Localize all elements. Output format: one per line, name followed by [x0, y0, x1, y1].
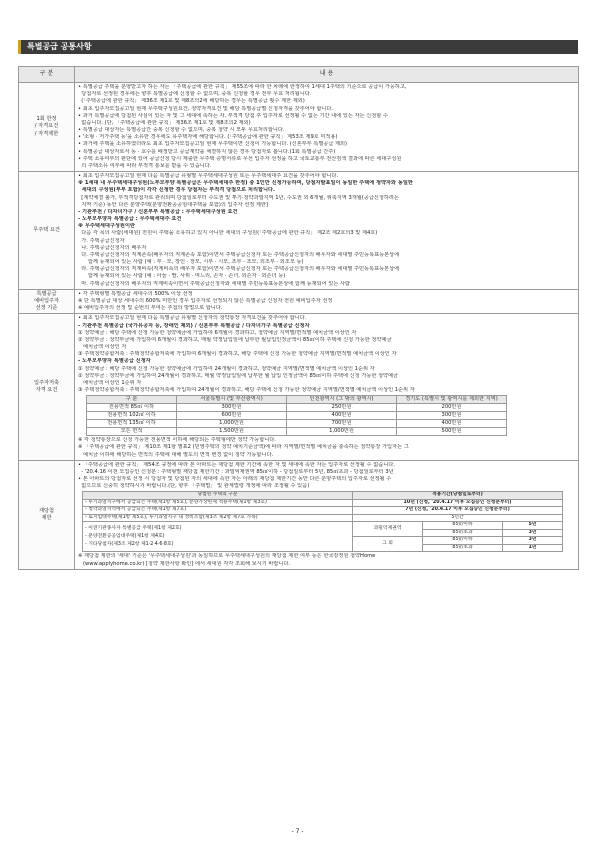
text-line: • 특별공급 대상자로서 동 · 호수를 배정받고 공급계약을 체결하지 않은 경우 당첨자로 봅니다.(1회 특별공급 간주): [78, 148, 336, 155]
category-cell: [19, 83, 75, 172]
reselection-years: 1년: [503, 544, 563, 552]
text-line: 라. 주택공급신청자의 직계비속(직계비속의 배우자 포함)이면서 주택공급신청자 또는 주택공급신청자의 배우자와 세대별 주민등록표등본상에: [78, 266, 400, 273]
text-line: ※ 1세대 내 무주택세대구성원(노부모부양 특별공급은 무주택세대주 한정) 중 1인만 신청가능하며, 당첨자발표일이 동일한 주택에 청약자와 동일한: [78, 180, 413, 187]
text-line: 의 주택소유 여부에 따라 부적격 통보를 받을 수 있습니다.: [78, 162, 212, 169]
reselection-region: 과밀억제권역: [353, 522, 423, 537]
text-line: 없습니다. (단, 「주택공급에 관한 규칙」 제36조 제1호 및 제8조의2 제외): [78, 119, 251, 126]
reselection-years: 3년: [503, 529, 563, 537]
text-line: ※ 무주택세대구성원이란: [78, 223, 135, 230]
reselection-region: 그 외: [353, 537, 423, 552]
reselection-table: [82, 491, 563, 552]
content-cell: [75, 289, 579, 314]
reselection-period: 5년간: [353, 514, 563, 522]
header-category: 구 분: [19, 67, 75, 83]
text-line: ※ 「주택공급에 관한 규칙」 제10조 제1항 별표2 (민영주택의 청약 예치기준금액)에 따라 지역별/면적별 예치금을 충족하는 청약통장 가입자는 그: [78, 444, 409, 451]
deposit-row: [87, 420, 507, 428]
text-line: • 과거 특별공급에 당첨된 사실이 있는 자 및 그 세대에 속하는 자, 부적격 당첨 후 입주자로 선정될 수 없는 기간 내에 있는 자는 신청할 수: [78, 112, 388, 119]
category-label: 재당첨 제한: [38, 507, 55, 521]
text-line: 함께 등재되어 있는 사람 (예 : 아들 · 딸, 사위 · 며느리, 손자 · 손녀, 외손자 · 외손녀 등): [78, 273, 286, 280]
header-content: 내 용: [75, 67, 579, 83]
reselection-group-item: - 분양전환공공임대주택(제1항 제4호): [85, 533, 165, 539]
deposit-cell: 400만원: [397, 420, 507, 428]
reselection-notes: [78, 553, 575, 567]
row-no-house: [19, 172, 579, 290]
reselection-rules: [78, 462, 575, 491]
text-line: - 기관추천 특별공급 (국가유공자 등, 장애인 제외) / 신혼부부 특별공급 / 다자녀가구 특별공급 신청자: [78, 322, 310, 329]
text-line: • 최초 입주자모집공고일 현재 다음 특별공급 유형별 무주택세대구성원 또는 무주택세대주 요건을 갖추어야 합니다.: [78, 173, 339, 180]
deposit-cell: 전용면적 102㎡ 이하: [87, 412, 177, 420]
deposit-cell: 250만원: [287, 404, 397, 412]
text-line: 세대의 구성원(부부 포함)이 각각 신청한 경우 당첨자는 부적격 당첨으로 처리합니다.: [78, 187, 275, 194]
reselection-row: [83, 522, 563, 530]
text-line: [계약체결 불가, 부적격당첨자로 관리되며 당첨일로부터 수도권 및 투기·청약과열지역 1년, 수도권 외 6개월, 위축지역 3개월(공급신청하려는: [78, 194, 399, 201]
deposit-table: [86, 395, 507, 436]
deposit-cell: 200만원: [397, 404, 507, 412]
deposit-header: 경기도 (특별시 및 광역시를 제외한 지역): [397, 396, 507, 404]
reselection-type: - 투기과열지구에서 공급되는 주택(제1항 제5호), 분양가상한제 적용주택(제1항 제3호): [83, 499, 353, 507]
text-line: 나. 주택공급신청자의 배우자: [78, 244, 147, 251]
reselection-size: 85㎡초과: [423, 544, 503, 552]
text-line: 다. 주택공급신청자의 직계존속(배우자의 직계존속 포함)이면서 주택공급신청자 또는 주택공급신청자의 배우자와 세대별 주민등록표등본상에: [78, 251, 400, 258]
reselection-size: 85㎡이하: [423, 537, 503, 545]
text-line: • 각 주택형별 특별공급 세대수의 500% 이상 선정: [78, 290, 193, 297]
text-line: • 과거에 주택을 소유하였더라도 최초 입주자모집공고일 현재 무주택이면 신청이 가능합니다. (신혼부부 특별공급 제외): [78, 141, 348, 148]
deposit-cell: 400만원: [287, 412, 397, 420]
category-cell: [19, 314, 75, 460]
reselection-type: - 청약과열지역에서 공급되는 주택(제1항 제7호): [83, 507, 353, 515]
text-line: ① 청약예금 : 해당 주택에 신청 가능한 청약예금에 가입하여 24개월이 경과하고, 청약예금 지역별/면적별 예치금액 이상인 1순위 자: [78, 365, 375, 372]
reselection-row: [83, 507, 563, 515]
text-line: ① 청약예금 : 해당 주택에 신청 가능한 청약예금에 가입하여 6개월이 경과하고, 청약예금 지역별/면적별 예치금액 이상인 자: [78, 329, 357, 336]
category-label: 특별공급 예비입주자 선정 기준: [33, 290, 60, 312]
deposit-row: [87, 404, 507, 412]
text-line: 예치금액 이상인 1순위 자: [78, 379, 142, 386]
deposit-row: [87, 428, 507, 436]
reselection-row: [83, 514, 563, 522]
deposit-cell: 600만원: [177, 412, 287, 420]
savings-notes: [78, 437, 575, 459]
category-cell: [19, 460, 75, 569]
row-reselection-limit: [19, 460, 579, 569]
text-line: 지역 기준) 동안 다른 분양주택(분양전환공공임대주택을 포함)의 입주자 선정 제한]: [78, 201, 268, 208]
text-line: • '소형 · 저가주택 등'을 소유한 경우에도 유주택자에 해당합니다. (「주택공급에 관한 규칙」 제53조 제9호 미적용): [78, 134, 338, 141]
text-line: • 최초 입주자모집공고일 현재 다음 특별공급 유형별 신청자의 청약통장 자격요건을 갖추어야 합니다.: [78, 315, 307, 322]
reselection-size: 85㎡초과: [423, 529, 503, 537]
reselection-period: 10년 (신청, '20.4.17 이후 모집승인 신청분부터): [353, 499, 563, 507]
deposit-header: 인천광역시 (그 밖의 광역시): [287, 396, 397, 404]
deposit-header-row: [87, 396, 507, 404]
deposit-cell: 1,000만원: [287, 428, 397, 436]
text-line: 다음 각 목의 사람(세대원) 전원이 주택을 소유하고 있지 아니한 세대의 구성원(「주택공급에 관한 규칙」 제2조 제2호의3 및 제4호): [78, 230, 378, 237]
text-line: 예치금액 이상인 자: [78, 344, 127, 351]
text-line: ③ 주택청약종합저축 : 주택청약종합저축에 가입하여 24개월이 경과하고, 해당 주택에 신청 가능한 청약예금 지역별/면적별 예치금액 이상인 1순위 자: [78, 387, 415, 394]
content-cell: [75, 172, 579, 290]
deposit-cell: 300만원: [177, 404, 287, 412]
reselection-row: [83, 499, 563, 507]
reselection-group-item: - 기타당첨자(제3조 제2항 제1·2·4·6·8호): [85, 541, 174, 547]
deposit-cell: 500만원: [397, 428, 507, 436]
text-line: ※ 단 특별공급 대상 세대수의 600% 미만인 경우 입주자로 선정되지 않은 특별공급 신청자 전원 예비입주자 선정: [78, 297, 333, 304]
reselection-size: 85㎡이하: [423, 522, 503, 530]
section-title-text: 특별공급 공통사항: [27, 42, 92, 51]
deposit-cell: 1,500만원: [177, 428, 287, 436]
section-title: [18, 40, 578, 54]
row-one-time-limit: [19, 83, 579, 172]
text-line: ※ 재당첨 제한의 '세대' 기준은 '무주택세대구성원'과 동일하므로 무주택세대구성원의 재당첨 제한 여부 등은 한국감정원 청약Home: [78, 553, 376, 560]
text-line: ※ 예비입주자의 선정 및 순번의 부여는 추첨의 방법으로 합니다.: [78, 305, 223, 312]
text-line: - 기관추천 / 다자녀가구 / 신혼부부 특별공급 : 무주택세대구성원 요건: [78, 208, 238, 215]
deposit-cell: 전용면적 135㎡ 이하: [87, 420, 177, 428]
category-cell: [19, 289, 75, 314]
reselection-type: - 토지임대주택(제1항 제5호), 투기과열지구 내 정비조합(제3조 제2항 제7호 가목): [83, 514, 353, 522]
deposit-row: [87, 412, 507, 420]
reselection-years: 5년: [503, 522, 563, 530]
reselection-header-right: 적용기간(당첨일로부터): [353, 492, 563, 500]
reselection-period: 7년 (신청, '20.4.17 이후 모집승인 신청분부터): [353, 507, 563, 515]
text-line: ※ 각 청약통장으로 신청 가능한 전용면적 이하에 해당되는 주택형에만 청약 가능합니다.: [78, 437, 276, 444]
category-label: 무주택 요건: [33, 226, 60, 233]
text-line: - 노부모부양자 특별공급 : 무주택세대주 요건: [78, 216, 182, 223]
text-line: • 주택 소유여부의 판단에 있어 공급신청 당시 제출한 무주택 증명서류로 우선 입주자 선정을 하고 국토교통부 전산검색 결과에 따른 세대구성원: [78, 155, 402, 162]
text-line: 당첨자로 선정된 경우에는 향후 특별공급에 신청할 수 없으며, 중복 신청할 경우 전부 무효 처리됩니다.: [78, 91, 312, 98]
text-line: • 특별공급 주택을 분양받고자 하는 자는 「주택공급에 관한 규칙」 제55조에 따라 한 차례에 한정하여 1세대 1주택의 기준으로 공급이 가능하고,: [78, 84, 407, 90]
text-line: 예치금 이하에 해당하는 면적의 주택에 대해 별도의 면적 변경 없이 청약 가능합니다.: [78, 451, 274, 458]
text-line: • 「주택공급에 관한 규칙」 제54조 규정에 따라 본 아파트는 재당첨 제한 기간에 속한 자 및 세대에 속한 자는 입주자로 선정될 수 없습니다.: [78, 461, 395, 468]
category-cell: [19, 172, 75, 290]
text-line: - '20.4.16 이전 모집승인 신청분 : 주택형별 재당첨 제한기간 : 과밀억제권역 85㎡이하 - 당첨일로부터 5년, 85㎡초과 - 당첨일로부터 3년: [78, 468, 394, 475]
deposit-cell: 전용면적 85㎡ 이하: [87, 404, 177, 412]
reselection-group-item: - 이전기관종사자 특별공급 주택(제1항 제2호): [85, 525, 182, 531]
text-line: (www.applyhome.co.kr) [청약 제한사항 확인] 에서 세대원 각각 조회해 보시기 바랍니다.: [78, 560, 291, 567]
reselection-header-left: 당첨된 주택의 구분: [83, 492, 353, 500]
deposit-cell: 1,000만원: [177, 420, 287, 428]
deposit-cell: 300만원: [397, 412, 507, 420]
text-line: • 본 아파트의 당첨자로 선정 시 당첨자 및 당첨된 자의 세대에 속한 자는 아래의 재당첨 제한기간 동안 다른 분양주택의 입주자로 선정될 수: [78, 476, 392, 483]
page-number: - 7 -: [291, 828, 304, 835]
text-line: 없으므로 신중히 청약하시기 바랍니다.(단, 향후 「주택법」 및 관계법령 개정에 따라 조정될 수 있음): [78, 483, 310, 490]
reselection-header-row: [83, 492, 563, 500]
text-line: 함께 등재되어 있는 사람 (예 : 부 · 모, 장인 · 장모, 시부 · 시모, 조부 · 조모, 외조부 · 외조모 등): [78, 259, 304, 266]
row-savings: [19, 314, 579, 460]
rules-table: [18, 66, 579, 570]
text-line: ③ 주택청약종합저축 : 주택청약종합저축에 가입하여 6개월이 경과하고, 해당 주택에 신청 가능한 청약예금 지역별/면적별 예치금액 이상인 자: [78, 351, 397, 358]
text-line: 가. 주택공급신청자: [78, 237, 125, 244]
category-label: 입주자저축 자격 요건: [33, 379, 60, 394]
content-cell: [75, 83, 579, 172]
text-line: • 최초 입주자모집공고일 현재 무주택구성원요건, 청약자격요건 및 해당 특별공급별 신청자격을 갖추어야 합니다.: [78, 105, 334, 112]
text-line: ② 청약부금 : 청약부금에 가입하여 24개월이 경과하고, 매월 약정납입일에 납부한 월 납입 인정금액이 85㎡이하 주택에 신청 가능한 청약예금: [78, 372, 399, 379]
reselection-group: [83, 522, 353, 552]
deposit-header: 구 분: [87, 396, 177, 404]
savings-rules: [78, 315, 575, 394]
deposit-header: 서울특별시 (및 부산광역시): [177, 396, 287, 404]
table-header: [19, 67, 579, 83]
row-reserve: [19, 289, 579, 314]
category-label: 1회 한정 / 자격요건 / 자격제한: [34, 116, 59, 137]
reselection-years: 3년: [503, 537, 563, 545]
page: [18, 40, 578, 570]
text-line: • 특별공급 대상자는 특별공급간 중복 신청할 수 없으며, 중복 청약 시 모두 무효처리합니다.: [78, 127, 285, 134]
content-cell: [75, 314, 579, 460]
deposit-cell: 모든 면적: [87, 428, 177, 436]
text-line: 마. 주택공급신청자의 배우자의 직계비속이면서 주택공급신청자와 세대별 주민등록표등본상에 함께 등재되어 있는 사람: [78, 280, 350, 287]
text-line: (「주택공급에 관한 규칙」 제36조 제1호 및 제8조의2에 해당하는 경우는 특별공급 횟수 제한 제외): [78, 98, 305, 105]
deposit-cell: 700만원: [287, 420, 397, 428]
content-cell: [75, 460, 579, 569]
text-line: ② 청약부금 : 청약부금에 가입하여 6개월이 경과하고, 매월 약정납입일에 납부한 월납입인정금액이 85㎡이하 주택에 신청 가능한 청약예금: [78, 336, 392, 343]
text-line: - 노부모부양자 특별공급 신청자: [78, 358, 151, 365]
